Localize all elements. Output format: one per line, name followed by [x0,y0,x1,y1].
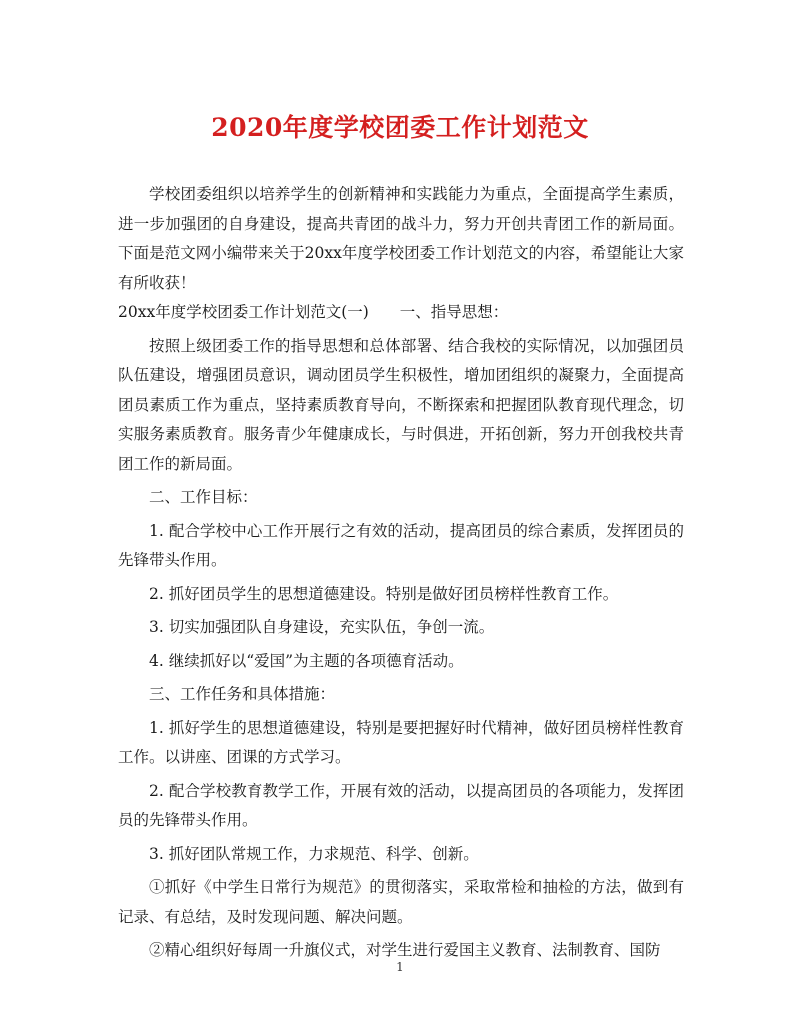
task-item-2: 2. 配合学校教育教学工作，开展有效的活动，以提高团员的各项能力，发挥团员的先锋带头作用。 [118,781,684,829]
task-subitem-2: ②精心组织好每周一升旗仪式，对学生进行爱国主义教育、法制教育、国防 [149,941,661,959]
goal-item-4: 4. 继续抓好以“爱国”为主题的各项德育活动。 [149,651,464,670]
task-subitem-1: ①抓好《中学生日常行为规范》的贯彻落实，采取常检和抽检的方法，做到有记录、有总结，及时发现问题、解决问题。 [118,878,684,926]
guiding-ideology-paragraph: 按照上级团委工作的指导思想和总体部署、结合我校的实际情况，以加强团员队伍建设，增强团员意识，调动团员学生积极性，增加团组织的凝聚力，全面提高团员素质工作为重点，坚持素质教育导向，不断探索和把握团队教育现代理念，切实服务素质教育。服务青少年健康成长，与时俱进，开拓创新，努力开创我校共青团工作的新局面。 [118,336,684,473]
goal-item-2: 2. 抓好团员学生的思想道德建设。特别是做好团员榜样性教育工作。 [149,584,619,603]
document-title: 2020年度学校团委工作计划范文 [211,113,589,142]
intro-paragraph: 学校团委组织以培养学生的创新精神和实践能力为重点，全面提高学生素质，进一步加强团的自身建设，提高共青团的战斗力，努力开创共青团工作的新局面。下面是范文网小编带来关于20xx年度学校团委工作计划范文的内容，希望能让大家有所收获！ [118,185,684,292]
goal-item-1: 1. 配合学校中心工作开展行之有效的活动，提高团员的综合素质，发挥团员的先锋带头作用。 [118,521,684,569]
goal-item-3: 3. 切实加强团队自身建设，充实队伍，争创一流。 [149,618,495,636]
document-body [118,180,684,966]
task-item-1: 1. 抓好学生的思想道德建设，特别是要把握好时代精神，做好团员榜样性教育工作。以讲座、团课的方式学习。 [118,718,684,766]
task-item-3: 3. 抓好团队常规工作，力求规范、科学、创新。 [149,844,479,863]
section-heading-line: 20xx年度学校团委工作计划范文(一) 一、指导思想： [118,303,509,321]
tasks-heading: 三、工作任务和具体措施： [149,685,336,703]
work-goals-heading: 二、工作目标： [149,488,258,506]
page-number: 1 [396,960,404,974]
